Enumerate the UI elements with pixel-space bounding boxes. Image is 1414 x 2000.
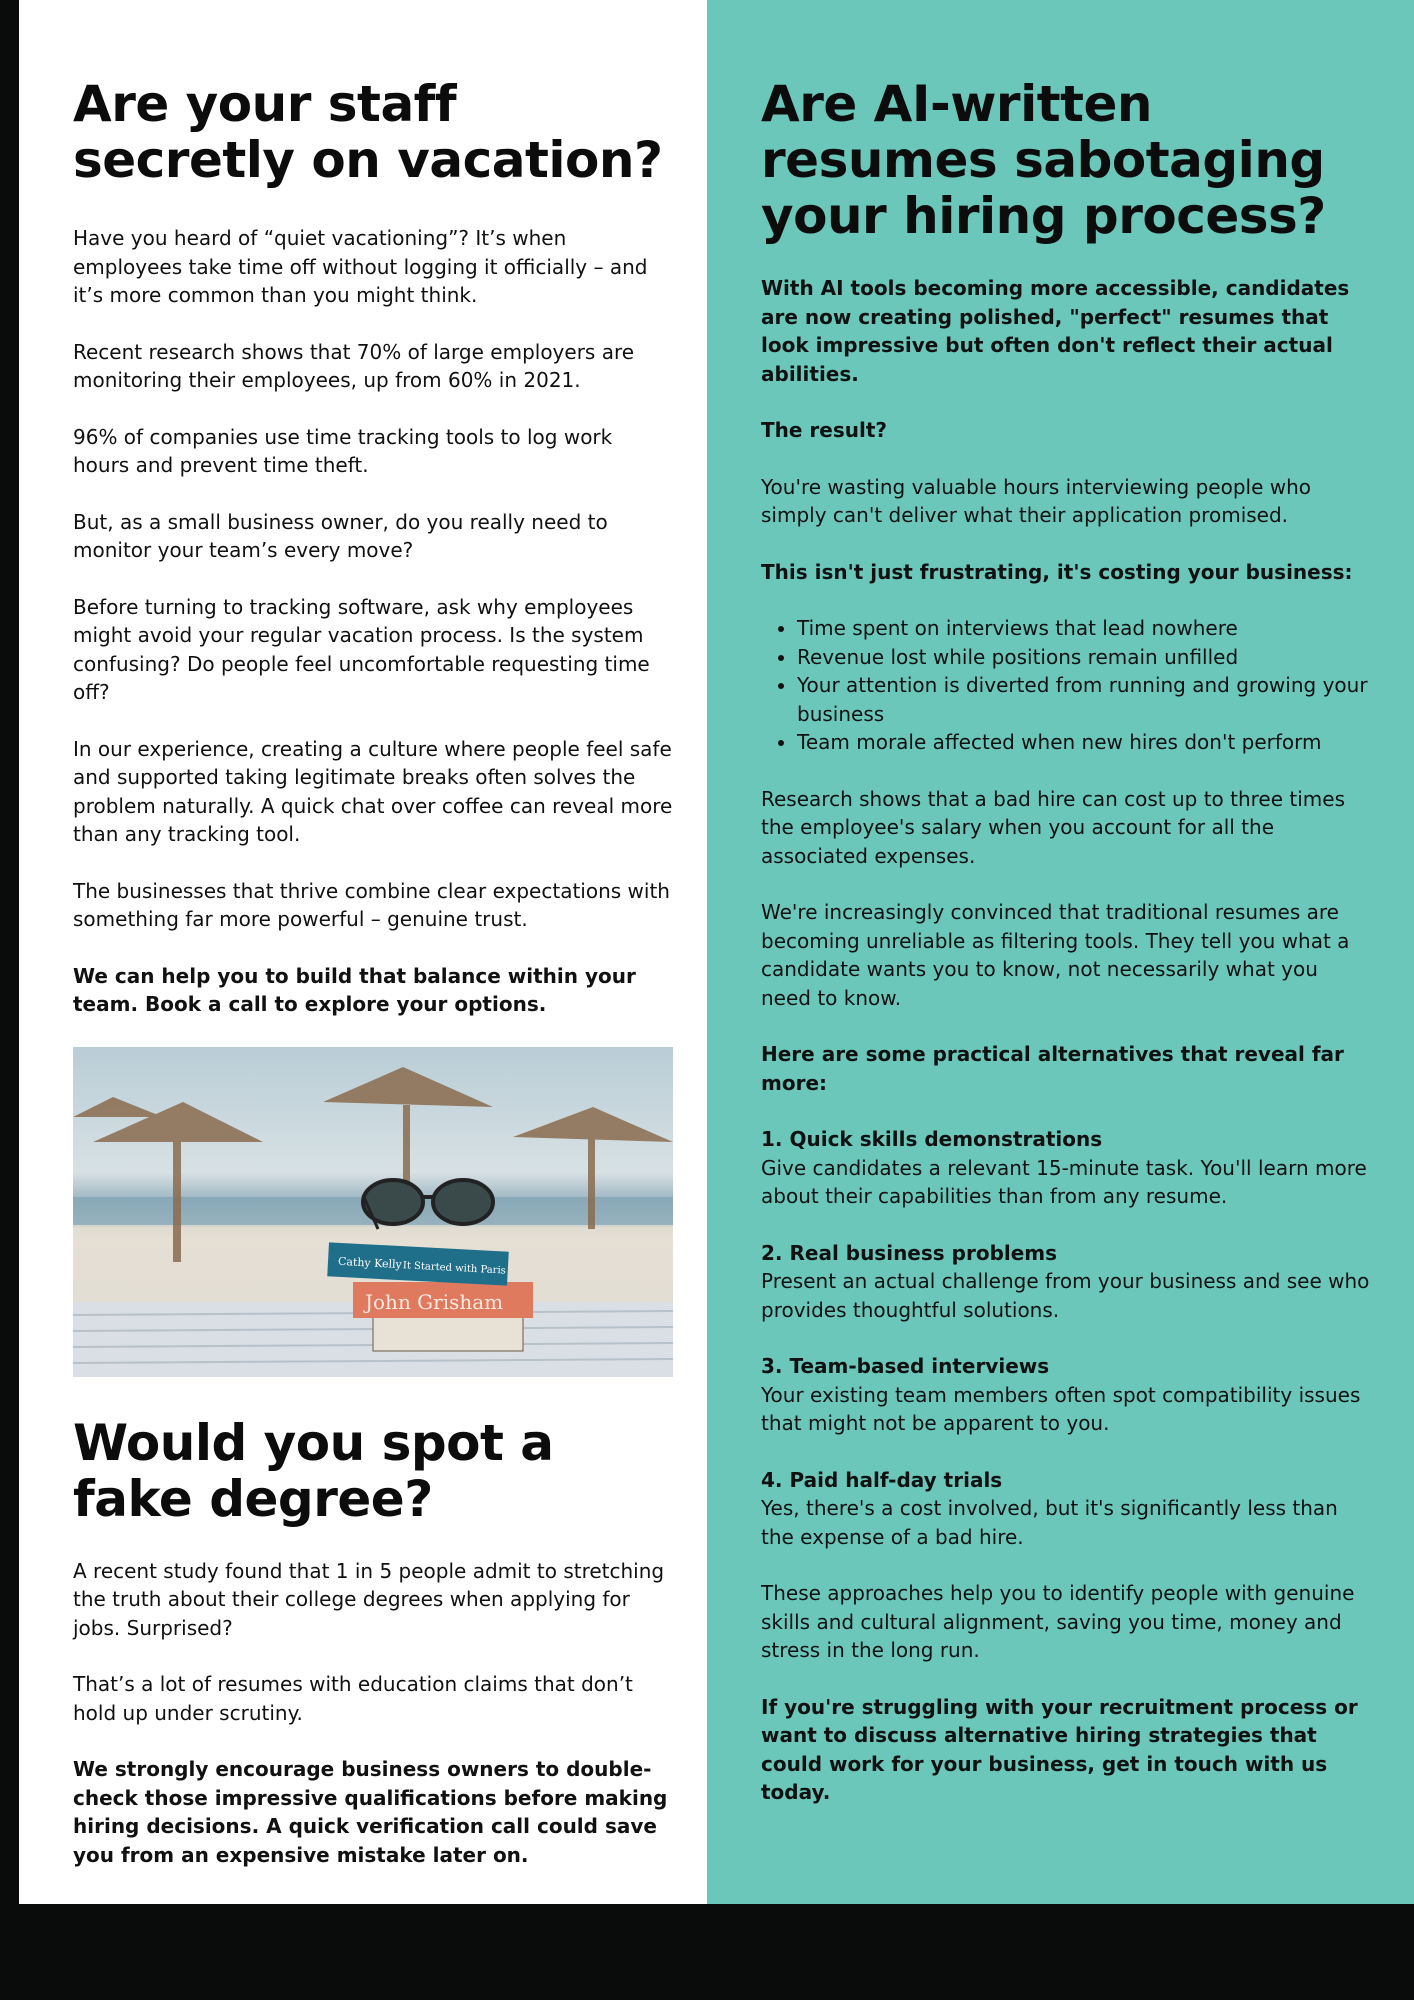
alternative-text: Present an actual challenge from your business and see who provides thoughtful solutions.	[761, 1269, 1370, 1322]
list-item: • Your attention is diverted from running and growing your business	[797, 671, 1370, 728]
cost-list	[761, 614, 1370, 757]
article-title-fake-degree: Would you spot a fake degree?	[73, 1413, 554, 1528]
paragraph: We're increasingly convinced that traditional resumes are becoming unreliable as filtering tools. They tell you what a candidate wants you to know, not necessarily what you need to know.	[761, 900, 1350, 1010]
article-title-ai-resumes: Are AI-written resumes sabotaging your hiring process?	[761, 75, 1326, 245]
alternative-title: 2. Real business problems	[761, 1240, 1058, 1265]
cost-heading: This isn't just frustrating, it's costing your business:	[761, 559, 1353, 584]
alternative-title: 4. Paid half-day trials	[761, 1467, 1003, 1492]
call-to-action: We can help you to build that balance within your team. Book a call to explore your options.	[73, 963, 636, 1016]
alternatives-heading: Here are some practical alternatives that reveal far more:	[761, 1042, 1344, 1095]
list-item: • Time spent on interviews that lead nowhere	[797, 614, 1370, 643]
paragraph: Research shows that a bad hire can cost up to three times the employee's salary when you account for all the associated expenses.	[761, 786, 1346, 868]
newsletter-page	[19, 0, 1414, 1904]
paragraph: That’s a lot of resumes with education claims that don’t hold up under scrutiny.	[73, 1672, 633, 1725]
call-to-action: We strongly encourage business owners to double-check those impressive qualifications before making hiring decisions. A quick verification call could save you from an expensive mistake later on.	[73, 1757, 668, 1867]
result-heading: The result?	[761, 418, 887, 442]
paragraph: The businesses that thrive combine clear expectations with something far more powerful – genuine trust.	[73, 878, 670, 931]
paragraph: These approaches help you to identify people with genuine skills and cultural alignment, saving you time, money and stress in the long run.	[761, 1581, 1355, 1662]
paragraph: Before turning to tracking software, ask why employees might avoid your regular vacation process. Is the system confusing? Do people feel uncomfortable requesting time off?	[73, 594, 650, 704]
book-title-john-grisham: John Grisham	[365, 1289, 504, 1314]
alternative-title: 1. Quick skills demonstrations	[761, 1127, 1103, 1151]
paragraph: But, as a small business owner, do you really need to monitor your team’s every move?	[73, 509, 608, 562]
article-title-quiet-vacationing: Are your staff secretly on vacation?	[73, 75, 663, 189]
photo-illustration	[73, 1047, 673, 1377]
left-column	[19, 0, 707, 1904]
book-title-paris: It Started with Paris	[402, 1259, 507, 1277]
right-column	[707, 0, 1414, 1904]
list-item: • Revenue lost while positions remain unfilled	[797, 643, 1370, 672]
alternative-text: Your existing team members often spot compatibility issues that might not be apparent to you.	[761, 1382, 1361, 1435]
paragraph: Have you heard of “quiet vacationing”? It’s when employees take time off without logging it officially – and it’s more common than you might think.	[73, 226, 648, 307]
alternative-text: Yes, there's a cost involved, but it's significantly less than the expense of a bad hire.	[761, 1496, 1338, 1549]
call-to-action: If you're struggling with your recruitment process or want to discuss alternative hiring strategies that could work for your business, get in touch with us today.	[761, 1694, 1358, 1804]
paragraph: You're wasting valuable hours interviewing people who simply can't deliver what their application promised.	[761, 474, 1312, 527]
list-item: • Team morale affected when new hires don't perform	[797, 728, 1370, 757]
book-author-cathy-kelly: Cathy Kelly	[337, 1254, 403, 1271]
paragraph: A recent study found that 1 in 5 people admit to stretching the truth about their college degrees when applying for jobs. Surprised?	[73, 1558, 665, 1640]
intro-paragraph: With AI tools becoming more accessible, candidates are now creating polished, "perfect" resumes that look impressive but often don't reflect their actual abilities.	[761, 276, 1350, 386]
beach-books-sunglasses-photo	[73, 1047, 673, 1377]
paragraph: Recent research shows that 70% of large employers are monitoring their employees, up from 60% in 2021.	[73, 339, 635, 392]
paragraph: 96% of companies use time tracking tools to log work hours and prevent time theft.	[73, 424, 613, 477]
alternative-text: Give candidates a relevant 15-minute task. You'll learn more about their capabilities than from any resume.	[761, 1155, 1367, 1208]
paragraph: In our experience, creating a culture where people feel safe and supported taking legitimate breaks often solves the problem naturally. A quick chat over coffee can reveal more than any tracking tool.	[73, 736, 673, 846]
alternative-title: 3. Team-based interviews	[761, 1354, 1050, 1378]
